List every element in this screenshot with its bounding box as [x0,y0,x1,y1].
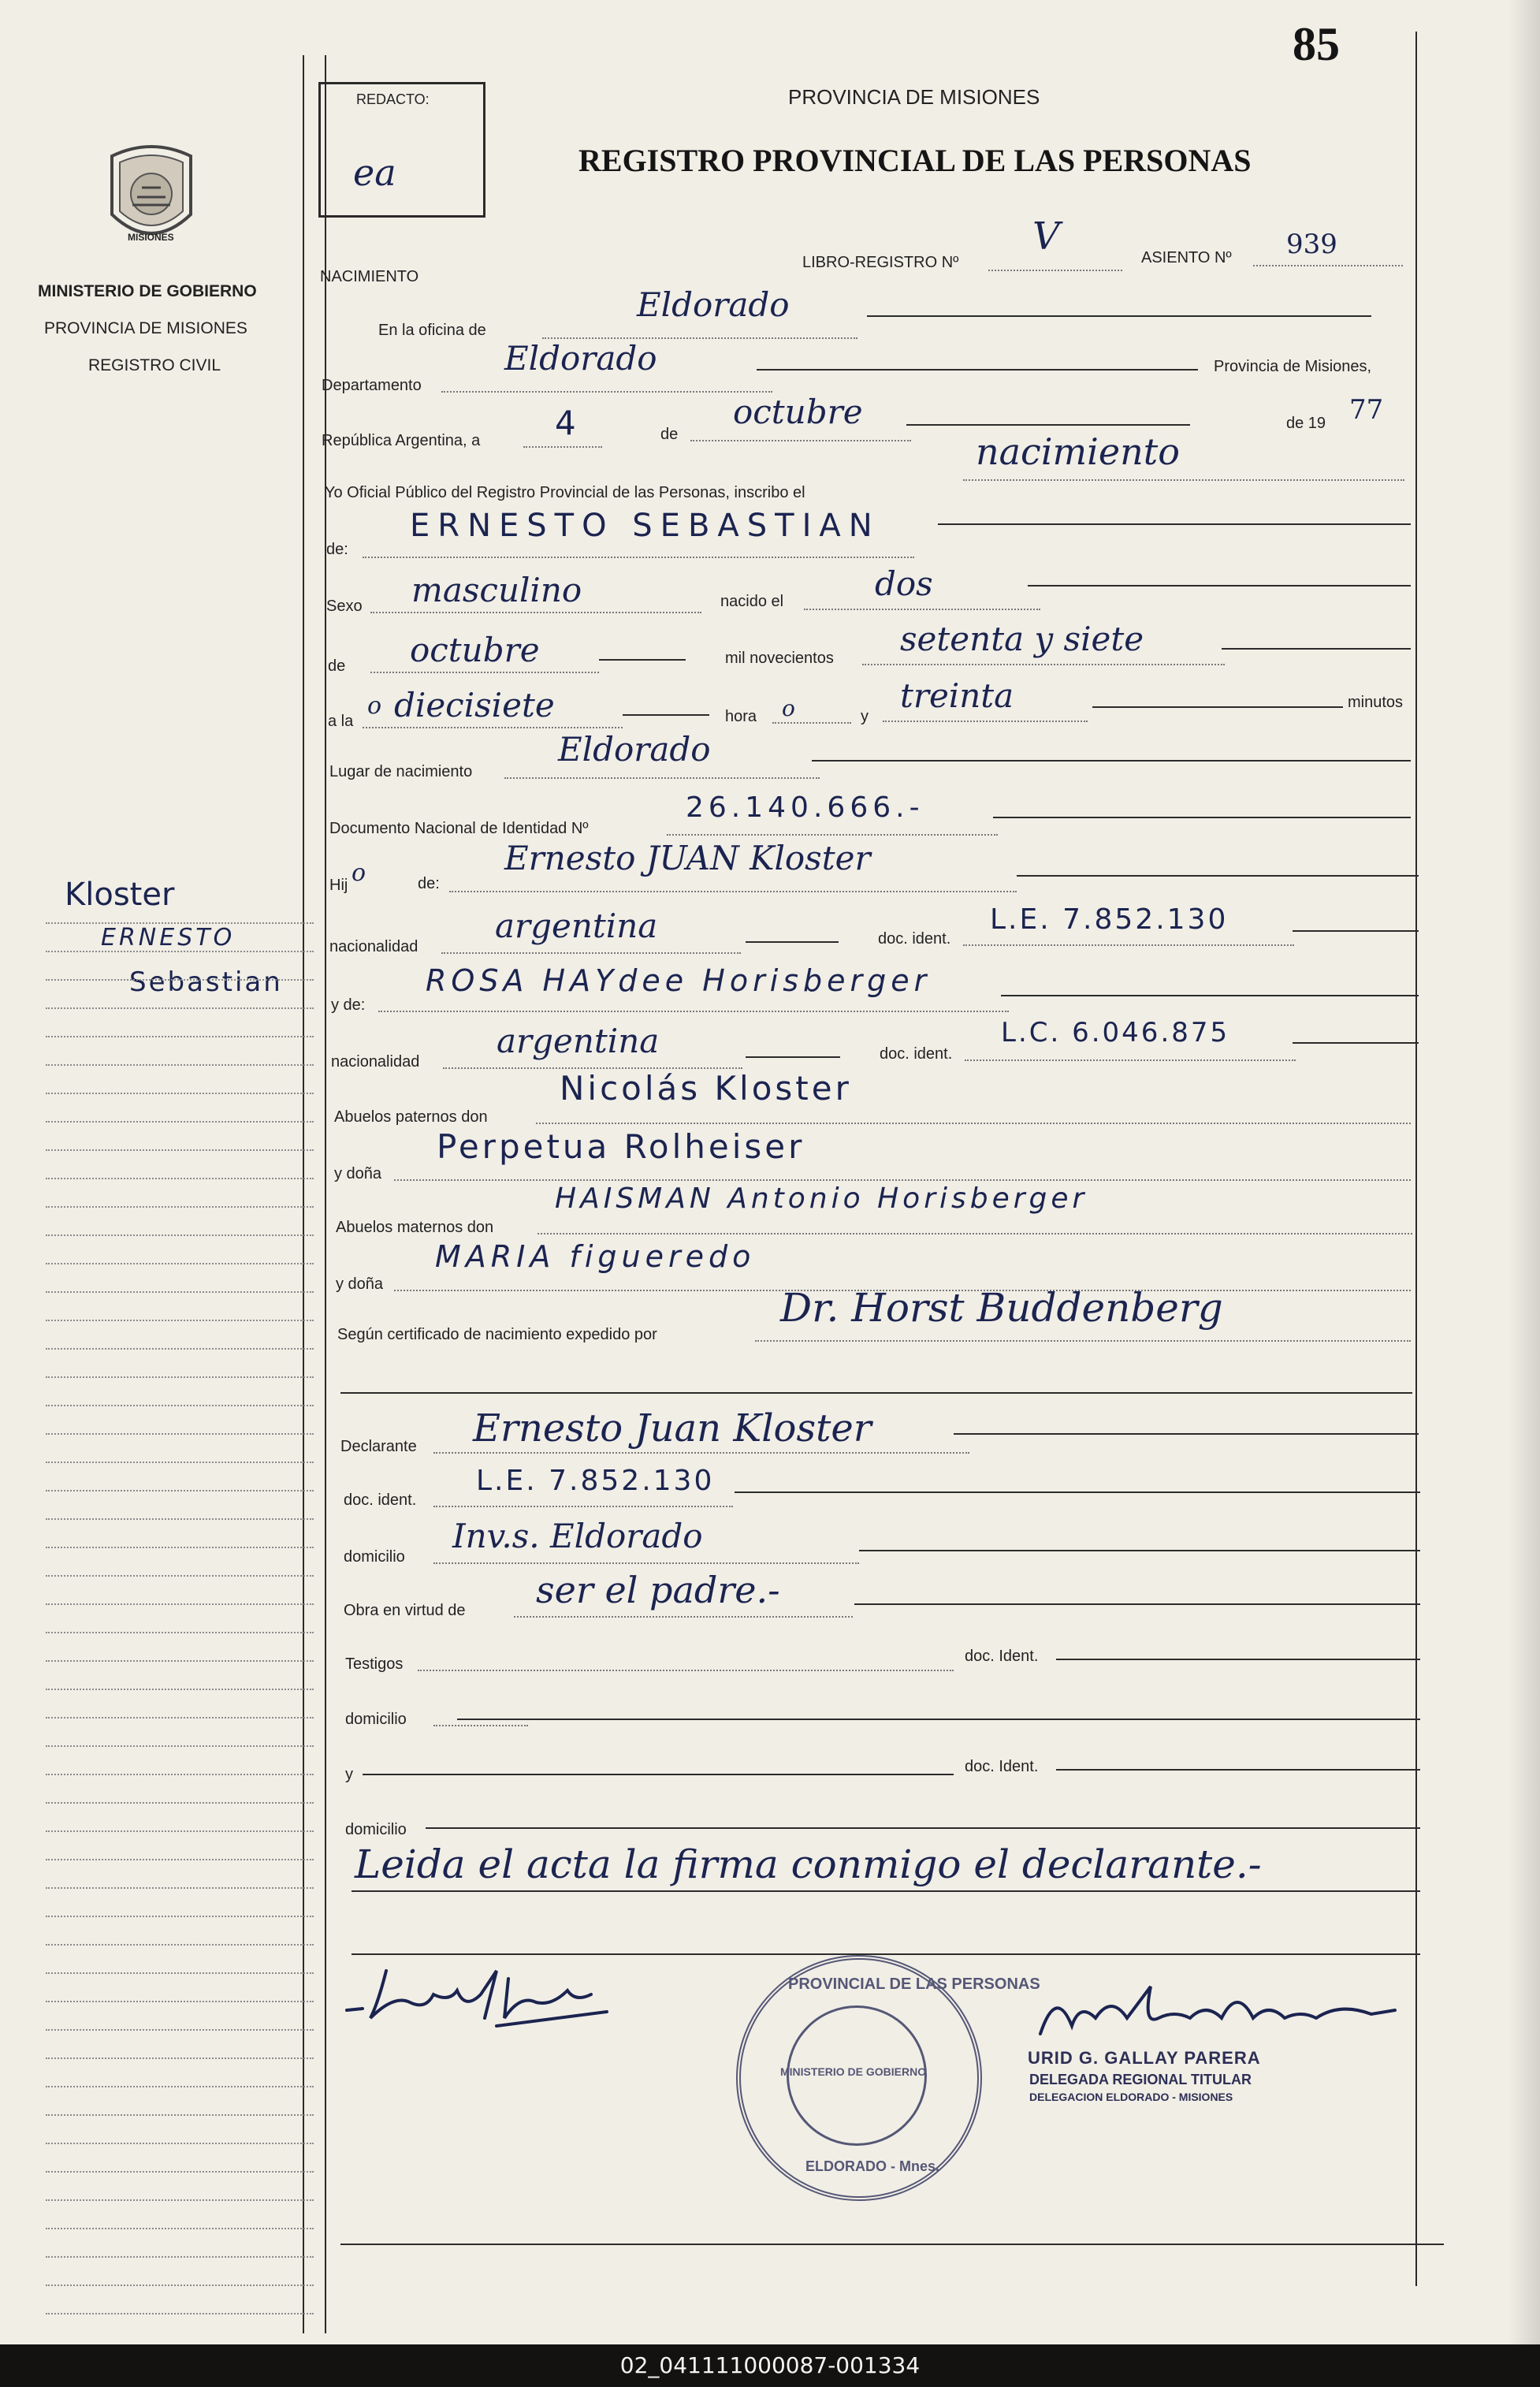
field-abuela-mat: MARIA figueredo [435,1239,756,1274]
label-provincia-misiones: Provincia de Misiones, [1214,358,1372,375]
label-y-minutos: y [861,708,869,725]
label-republica: República Argentina, a [322,432,481,449]
field-hijo-suffix: o [352,859,366,887]
line-mes-dots [690,440,911,441]
line-decl-domicilio [859,1550,1420,1551]
line-nacido-el [804,609,1040,610]
line-departamento [757,369,1198,371]
header-province: PROVINCIA DE MISIONES [788,85,1040,109]
form-inner-divider [325,55,326,2333]
margin-ruled-line [46,1178,314,1179]
margin-ruled-line [46,1774,314,1775]
label-nacimiento: NACIMIENTO [320,268,419,285]
line-padre-dots [449,891,1017,892]
line-decl-doc-dots [433,1506,733,1507]
bottom-rule [340,2244,1444,2245]
field-abuela-pat: Perpetua Rolheiser [437,1127,805,1166]
margin-ruled-line [46,1518,314,1520]
line-testigos-y [363,1774,954,1775]
line-madre-nac-rule [746,1056,840,1058]
margin-ruled-line [46,1717,314,1719]
label-testigos: Testigos [345,1655,404,1673]
line-testigos-domicilio-dots [433,1725,528,1726]
line-testigos-domicilio [457,1719,1420,1720]
closing-underline-1 [352,1890,1420,1892]
margin-ruled-line [46,1972,314,1974]
label-de-19: de 19 [1286,415,1326,432]
page-number: 85 [1293,18,1340,70]
field-abuelo-mat: HAISMAN Antonio Horisberger [555,1182,1088,1215]
line-libro [988,270,1122,271]
margin-ruled-line [46,979,314,981]
line-mes-nac-rule [599,659,686,661]
redacto-value: ea [353,151,396,194]
margin-ruled-line [46,1490,314,1491]
line-acto [963,479,1404,481]
field-padre-doc: L.E. 7.852.130 [990,903,1229,936]
line-padre-doc [963,944,1294,946]
label-segun-certificado: Según certificado de nacimiento expedido por [337,1326,657,1343]
field-mes-nac: octubre [410,631,540,669]
margin-ruled-line [46,1660,314,1662]
margin-ruled-line [46,1575,314,1577]
line-certificado-extra [340,1392,1412,1394]
field-declarante: Ernesto Juan Kloster [473,1406,872,1450]
field-hora-suffix: o [367,692,382,720]
field-minutos: treinta [900,676,1014,715]
margin-ruled-line [46,1887,314,1889]
footer-caption: 02_041111000087-001334 [619,2352,921,2378]
line-minutos-rule [1092,706,1343,708]
margin-ruled-line [46,2285,314,2286]
line-madre-doc-rule [1293,1042,1419,1044]
line-dni [667,834,998,836]
line-testigos-dots [418,1670,954,1671]
line-certificado [755,1340,1411,1342]
header-registry: REGISTRO PROVINCIAL DE LAS PERSONAS [578,143,1252,178]
label-yo-oficial: Yo Oficial Público del Registro Provincial de las Personas, inscribo el [325,484,805,501]
label-de-mes: de [660,426,679,443]
line-nacido-el-rule [1028,585,1411,587]
line-declarante-dots [433,1452,969,1454]
margin-ruled-line [46,1405,314,1406]
label-decl-doc: doc. ident. [344,1491,417,1509]
margin-ruled-line [46,1093,314,1094]
margin-ruled-line [46,2199,314,2201]
margin-note-second: Sebastian [129,966,283,998]
label-abuelos-maternos: Abuelos maternos don [336,1219,494,1236]
line-padre [1017,875,1419,877]
emblem-caption: MISIONES [128,232,174,243]
margin-ruled-line [46,1348,314,1350]
line-oficina [867,315,1371,317]
line-minutos [883,721,1088,722]
margin-ruled-line [46,1830,314,1832]
field-dni: 26.140.666.- [686,791,924,824]
margin-ruled-line [46,2057,314,2059]
margin-ruled-line [46,1206,314,1208]
field-decl-domicilio: Inv.s. Eldorado [452,1517,703,1555]
label-testigos-y: y [345,1766,353,1783]
margin-note-first: ERNESTO [101,924,236,951]
field-dia: 4 [555,404,576,442]
label-de-mes-nac: de [328,657,346,675]
margin-ruled-line [46,1149,314,1151]
margin-ruled-line [46,1859,314,1860]
field-departamento: Eldorado [504,339,657,378]
label-madre-nacionalidad: nacionalidad [331,1053,420,1071]
margin-note-surname: Kloster [65,877,175,913]
field-nombre: ERNESTO SEBASTIAN [410,508,880,544]
line-abuelo-pat [536,1123,1411,1124]
margin-ruled-line [46,2001,314,2002]
line-dni-rule [993,817,1411,818]
field-padre-nac: argentina [495,907,658,945]
line-madre-dots [378,1011,1009,1012]
label-dni: Documento Nacional de Identidad Nº [329,820,589,837]
margin-ruled-line [46,1632,314,1633]
field-anio: 77 [1349,394,1384,426]
field-sexo: masculino [411,571,582,609]
line-lugar [812,760,1411,762]
label-testigos-doc: doc. Ident. [965,1648,1039,1665]
label-y-dona-mat: y doña [336,1275,384,1293]
field-madre: ROSA HAYdee Horisberger [426,963,932,998]
seal-ring-text: PROVINCIAL DE LAS PERSONAS [788,1976,1040,1993]
line-anio-nac-rule [1222,648,1411,650]
margin-ruled-line [46,2143,314,2144]
line-madre-doc [965,1059,1296,1061]
line-padre-nac-rule [746,941,839,943]
margin-ruled-line [46,2256,314,2258]
redacto-label: REDACTO: [356,91,430,107]
line-obra-virtud-dots [514,1616,853,1618]
line-madre [1001,995,1419,996]
field-asiento: 939 [1286,229,1337,260]
line-nombre-dots [363,557,914,558]
label-y-dona-pat: y doña [334,1165,382,1182]
line-testigos-domicilio-2 [426,1827,1420,1829]
margin-ruled-line [46,2029,314,2031]
stamp-official-office: DELEGACION ELDORADO - MISIONES [1029,2091,1233,2103]
seal-bottom-text: ELDORADO - Mnes. [805,2158,940,2174]
field-hora-suffix-2: o [782,695,795,721]
sidebar-divider [303,55,304,2333]
stamp-official-title: DELEGADA REGIONAL TITULAR [1029,2072,1252,2087]
line-abuela-pat [394,1179,1411,1181]
page-gutter-shadow [1508,0,1540,2344]
line-hora-rule [623,714,709,716]
label-oficina: En la oficina de [378,322,486,339]
provincial-seal [736,1955,1040,2201]
field-mes: octubre [733,393,863,431]
label-departamento: Departamento [322,377,422,394]
field-nacido-el: dos [875,564,933,603]
label-declarante: Declarante [340,1438,417,1455]
margin-ruled-line [46,2171,314,2173]
line-declarante [954,1433,1419,1435]
margin-ruled-line [46,1036,314,1037]
line-dia [523,446,602,448]
margin-ruled-line [46,1007,314,1009]
margin-ruled-line [46,1916,314,1917]
label-mil-novecientos: mil novecientos [725,650,834,667]
label-testigos-domicilio: domicilio [345,1711,407,1728]
field-libro: V [1032,214,1060,259]
line-lugar-dots [504,777,820,779]
margin-ruled-line [46,1291,314,1293]
margin-ruled-line [46,1462,314,1463]
field-acto: nacimiento [976,430,1180,473]
label-a-la: a la [328,713,354,730]
line-obra-virtud [854,1603,1420,1605]
margin-ruled-line [46,1234,314,1236]
sidebar-province: PROVINCIA DE MISIONES [44,319,247,337]
line-testigos [1056,1659,1420,1660]
field-lugar: Eldorado [558,730,711,769]
line-sexo [370,612,701,613]
label-nacido-el: nacido el [720,593,784,610]
margin-ruled-line [46,1603,314,1605]
label-obra-virtud: Obra en virtud de [344,1602,466,1619]
field-certificado: Dr. Horst Buddenberg [780,1285,1223,1331]
field-anio-nac: setenta y siete [900,620,1144,658]
line-mes-nac [370,672,599,673]
label-lugar: Lugar de nacimiento [329,763,473,780]
field-oficina: Eldorado [637,285,790,324]
field-hora: diecisiete [394,686,555,724]
label-minutos: minutos [1348,694,1404,711]
label-padre-doc: doc. ident. [878,930,951,948]
declarant-signature [339,1947,654,2042]
line-testigos-y-doc [1056,1769,1420,1771]
label-abuelos-paternos: Abuelos paternos don [334,1108,488,1126]
margin-ruled-line [46,1263,314,1264]
margin-ruled-line [46,2086,314,2087]
label-asiento: ASIENTO Nº [1141,249,1232,266]
label-hijo: Hij [329,877,348,894]
line-decl-doc [735,1491,1420,1493]
line-abuelo-mat [538,1233,1412,1234]
margin-ruled-line [46,1121,314,1123]
line-decl-domicilio-dots [433,1562,859,1564]
label-testigos-domicilio-2: domicilio [345,1821,407,1838]
margin-ruled-line [46,2228,314,2229]
margin-ruled-line [46,1320,314,1321]
margin-ruled-line [46,951,314,952]
ministry-title: MINISTERIO DE GOBIERNO [38,282,257,300]
line-padre-doc-rule [1293,930,1419,932]
margin-ruled-line [46,1547,314,1548]
line-padre-nac [441,952,741,954]
seal-inner-text: MINISTERIO DE GOBIERNO [780,2065,927,2078]
field-abuelo-pat: Nicolás Kloster [560,1069,852,1108]
field-madre-doc: L.C. 6.046.875 [1001,1017,1230,1048]
line-nombre [938,523,1411,525]
closing-statement: Leida el acta la firma conmigo el declarante.- [355,1841,1262,1887]
label-hora: hora [725,708,757,725]
margin-ruled-line [46,922,314,924]
margin-ruled-line [46,2114,314,2116]
label-de-colon: de: [326,541,348,558]
field-obra-virtud: ser el padre.- [536,1569,780,1611]
margin-ruled-line [46,1944,314,1946]
line-departamento-dots [441,391,772,393]
margin-ruled-line [46,1745,314,1747]
field-decl-doc: L.E. 7.852.130 [476,1465,715,1497]
label-sexo: Sexo [326,598,363,615]
line-mes [906,424,1190,426]
label-madre-doc: doc. ident. [880,1045,953,1063]
label-decl-domicilio: domicilio [344,1548,405,1566]
label-libro: LIBRO-REGISTRO Nº [802,254,959,271]
right-border [1415,32,1417,2286]
margin-ruled-line [46,1376,314,1378]
sidebar-civil-registry: REGISTRO CIVIL [88,356,221,374]
margin-ruled-line [46,1433,314,1435]
label-y-de: y de: [331,996,366,1014]
margin-ruled-line [46,1064,314,1066]
line-hora [363,727,623,728]
field-madre-nac: argentina [497,1022,660,1060]
field-padre: Ernesto JUAN Kloster [504,839,871,877]
line-anio-nac [862,664,1225,665]
margin-ruled-line [46,1802,314,1804]
label-hijo-de: de: [418,875,440,892]
line-hora-suffix [772,722,851,724]
margin-ruled-line [46,2313,314,2314]
margin-ruled-line [46,1689,314,1690]
line-asiento [1253,265,1403,266]
stamp-official-name: URID G. GALLAY PARERA [1028,2048,1261,2068]
label-padre-nacionalidad: nacionalidad [329,938,418,955]
label-testigos-y-doc: doc. Ident. [965,1758,1039,1775]
